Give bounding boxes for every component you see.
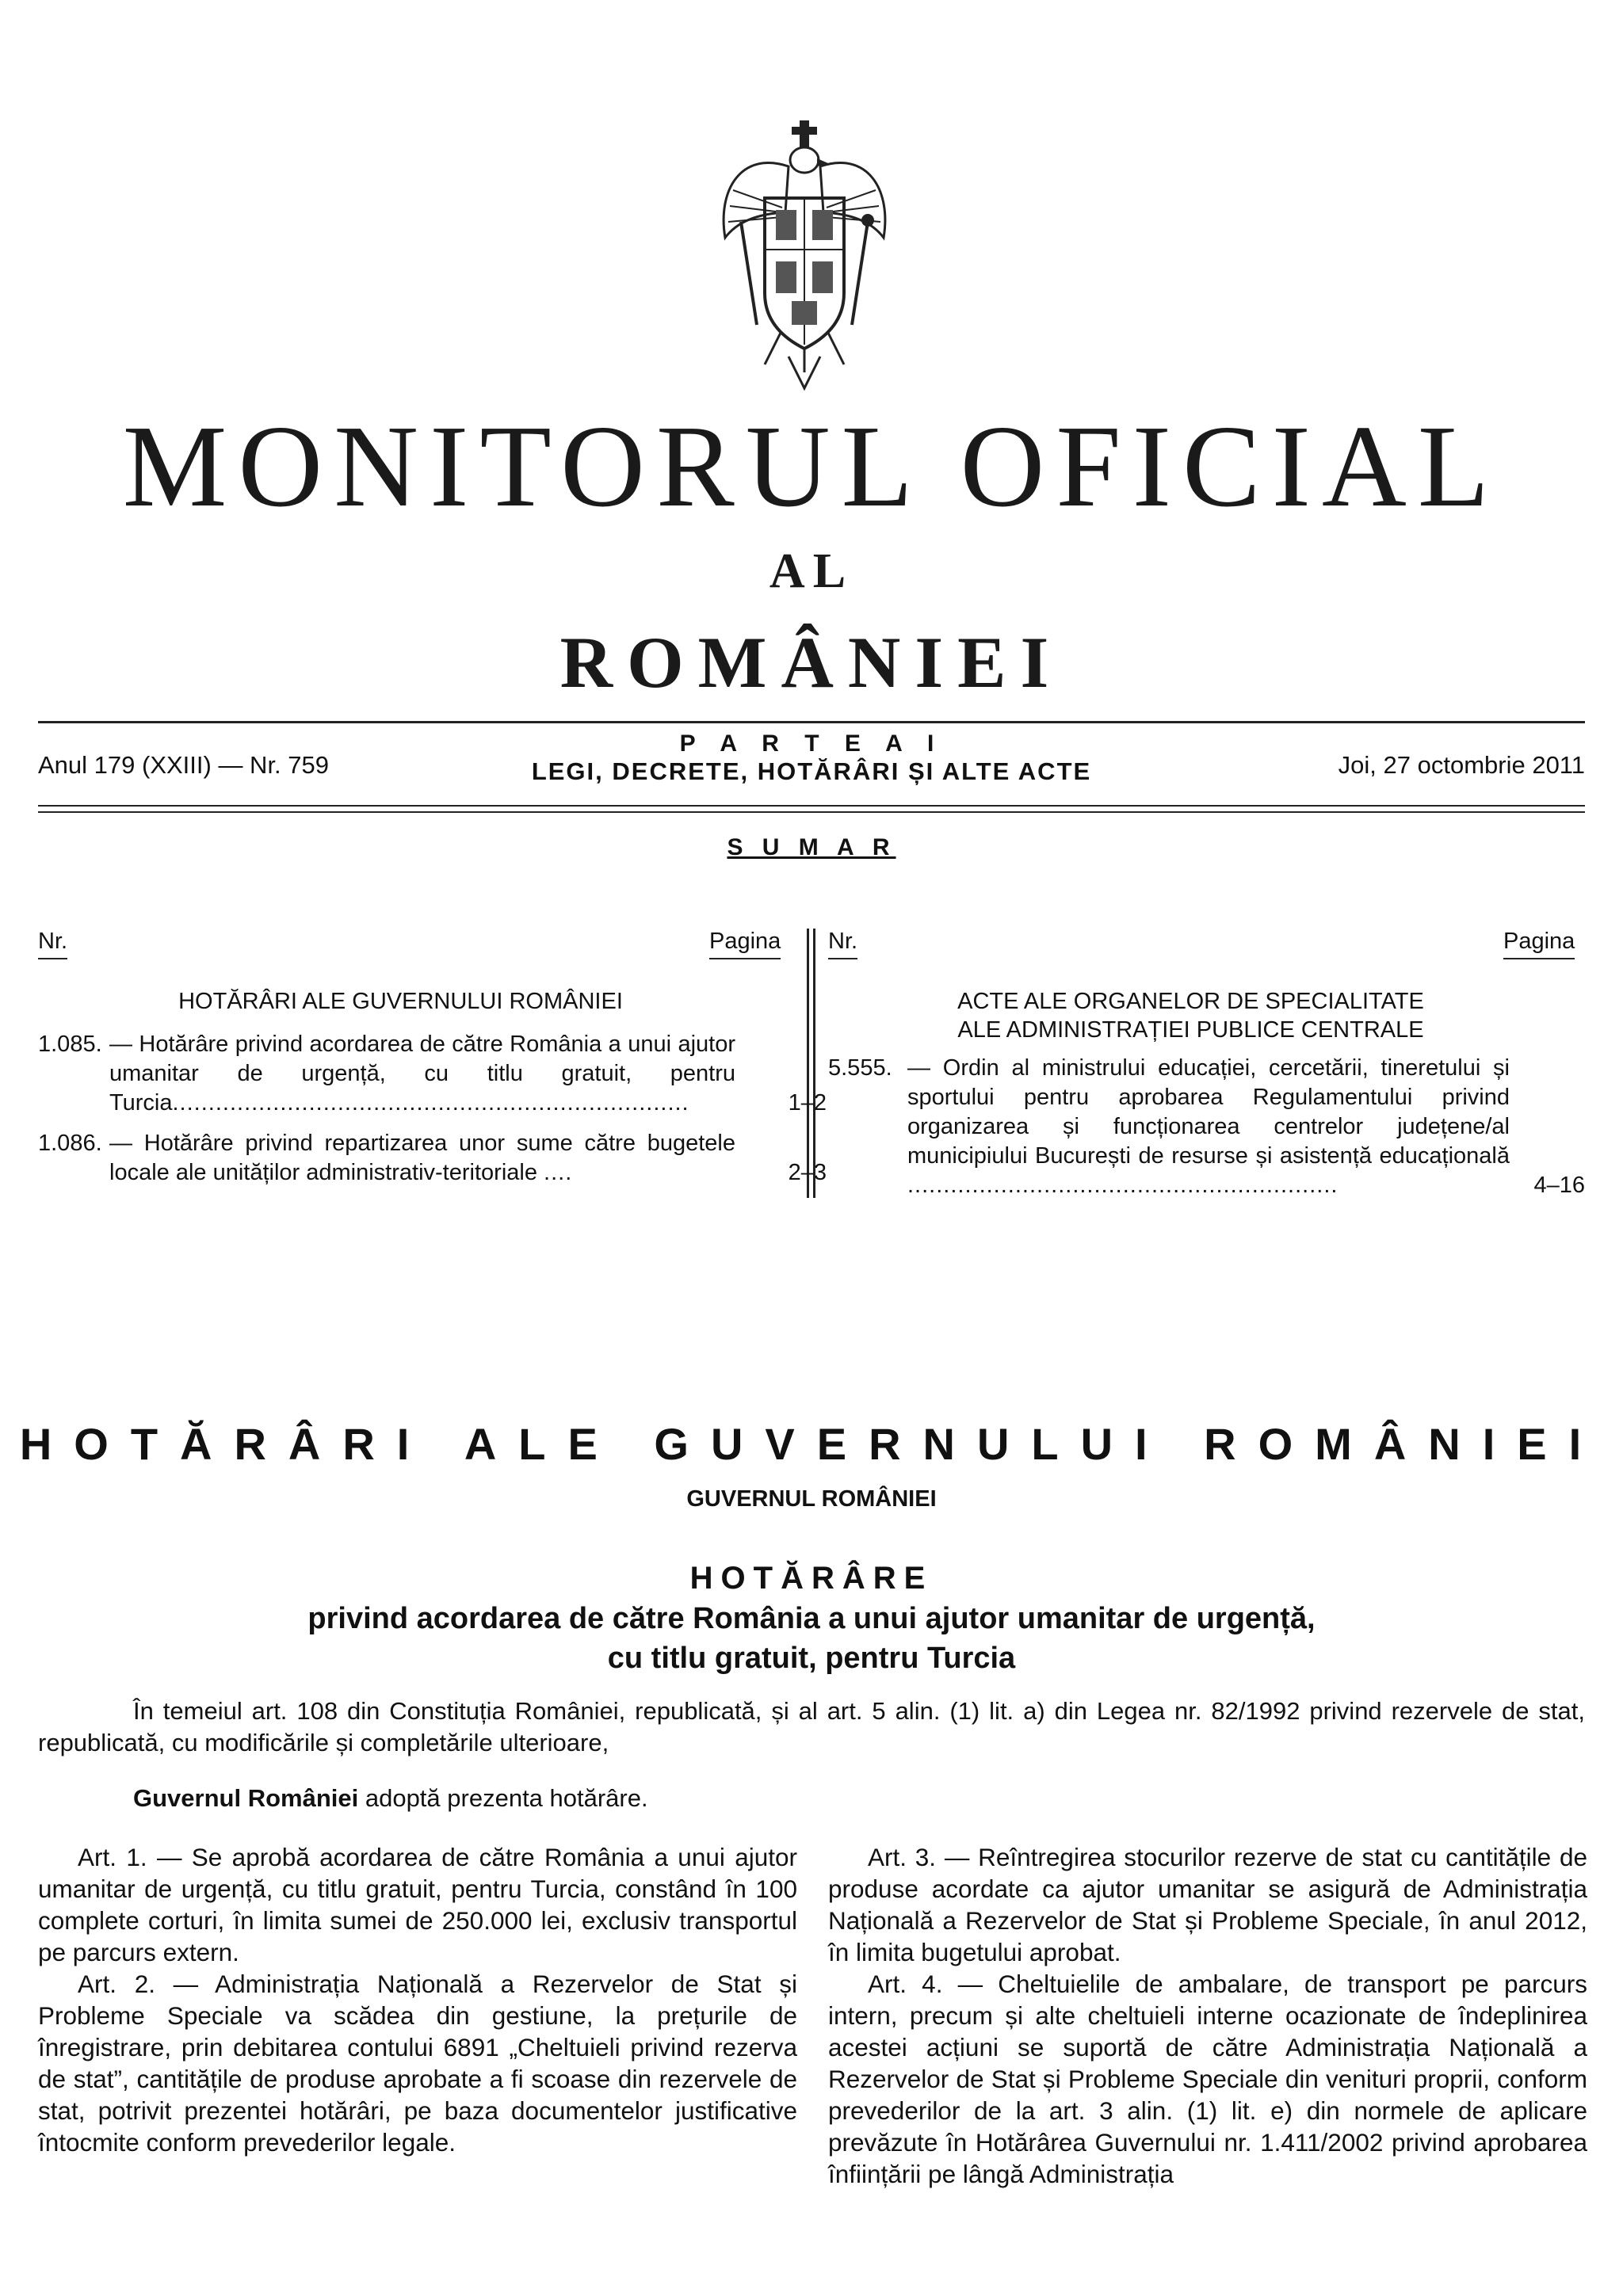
article: Art. 3. — Reîntregirea stocurilor rezerve de stat cu cantitățile de produse acordate ca ajutor umanitar se asigură de Administrația Națională a Rezervelor de Stat și Probleme Speciale, în anul 2012, în limita bugetului aprobat. [828,1843,1587,1966]
masthead-al: AL [769,544,854,598]
section-heading: HOTĂRÂRI ALE GUVERNULUI ROMÂNIEI [19,1419,1604,1469]
entry-number: 1.086. [38,1131,102,1156]
articles-right-column [828,1841,1587,2190]
entry-number: 5.555. [828,1055,892,1081]
summary-entry[interactable] [828,1054,1585,1204]
summary-entry[interactable] [38,1129,827,1192]
entry-text: — Hotărâre privind repartizarea unor sume către bugetele locale ale unităților administrativ-teritoriale .... [109,1131,735,1185]
preamble: În temeiul art. 108 din Constituția României, republicată, și al art. 5 alin. (1) lit. a) din Legea nr. 82/1992 privind rezervele de stat, republicată, cu modificările și completările ulterioare, [38,1697,1585,1756]
entry-text: — Ordin al ministrului educației, cercetării, tineretului și sportului pentru aprobarea Regulamentului privind organizarea și funcționarea centrelor județene/al municipiului București de resurse și asistență educațională ............................................................ [907,1055,1510,1198]
masthead-country: ROMÂNIEI [559,622,1064,703]
part-subtitle: LEGI, DECRETE, HOTĂRÂRI ȘI ALTE ACTE [531,757,1092,785]
article: Art. 1. — Se aprobă acordarea de către România a unui ajutor umanitar de urgență, cu titlu gratuit, pentru Turcia, constând în 100 complete corturi, în limita sumei de 250.000 lei, exclusiv transportul pe parcurs extern. [38,1843,797,1966]
summary-divider [807,929,809,1198]
issuer: GUVERNUL ROMÂNIEI [686,1486,937,1512]
summary-title: S U M A R [727,834,896,860]
summary-right-section: ACTE ALE ORGANELOR DE SPECIALITATE ALE ADMINISTRAȚIEI PUBLICE CENTRALE [957,989,1424,1043]
summary-left-section: HOTĂRÂRI ALE GUVERNULUI ROMÂNIEI [178,989,623,1014]
article: Art. 4. — Cheltuielile de ambalare, de transport pe parcurs intern, precum și alte cheltuieli interne ocazionate de îndeplinirea acestei acțiuni se suportă de către Administrația Națională a Rezervelor de Stat și Probleme Speciale din venituri proprii, conform prevederilor de la art. 3 alin. (1) lit. e) din normele de aplicare prevăzute în Hotărârea Guvernului nr. 1.411/2002 privind aprobarea înființării pe lângă Administrația [828,1970,1587,2188]
header-bottom-rule-2 [38,811,1585,813]
summary-col-nr-right: Nr. [828,929,857,959]
coat-of-arms-icon [709,119,899,396]
article: Art. 2. — Administrația Națională a Rezervelor de Stat și Probleme Speciale va scădea din gestiune, la prețurile de înregistrare, prin debitarea contului 6891 „Cheltuieli privind rezerva de stat”, cantitățile de produse aprobate a fi scoase din rezervele de stat, potrivit prezentei hotărâri, pe baza documentelor justificative întocmite conform prevederilor legale. [38,1970,797,2157]
doc-title-line2: cu titlu gratuit, pentru Turcia [607,1642,1016,1675]
summary-entry[interactable] [38,1030,827,1125]
entry-number: 1.085. [38,1032,102,1057]
header-bottom-rule [38,805,1585,807]
part-label: P A R T E A I [679,730,944,757]
adoption-statement: Guvernul României adoptă prezenta hotărâre. [133,1784,648,1812]
year-issue: Anul 179 (XXIII) — Nr. 759 [38,751,330,779]
entry-pages: 1–2 [788,1090,827,1116]
summary-col-page-left: Pagina [709,929,781,959]
articles-left-column [38,1841,797,2158]
summary-col-nr-left: Nr. [38,929,67,959]
summary-divider-2 [813,929,815,1198]
doc-type: HOTĂRÂRE [689,1561,934,1596]
summary-col-page-right: Pagina [1503,929,1575,959]
header-top-rule [38,721,1585,723]
doc-title-line1: privind acordarea de către România a unui ajutor umanitar de urgență, [307,1602,1316,1635]
entry-pages: 2–3 [788,1160,827,1185]
entry-pages: 4–16 [1533,1173,1585,1198]
entry-text: — Hotărâre privind acordarea de către România a unui ajutor umanitar de urgență, cu titlu gratuit, pentru Turcia........................................................................ [109,1032,735,1116]
masthead-title: MONITORUL OFICIAL [122,402,1501,532]
issue-date: Joi, 27 octombrie 2011 [1338,751,1585,779]
